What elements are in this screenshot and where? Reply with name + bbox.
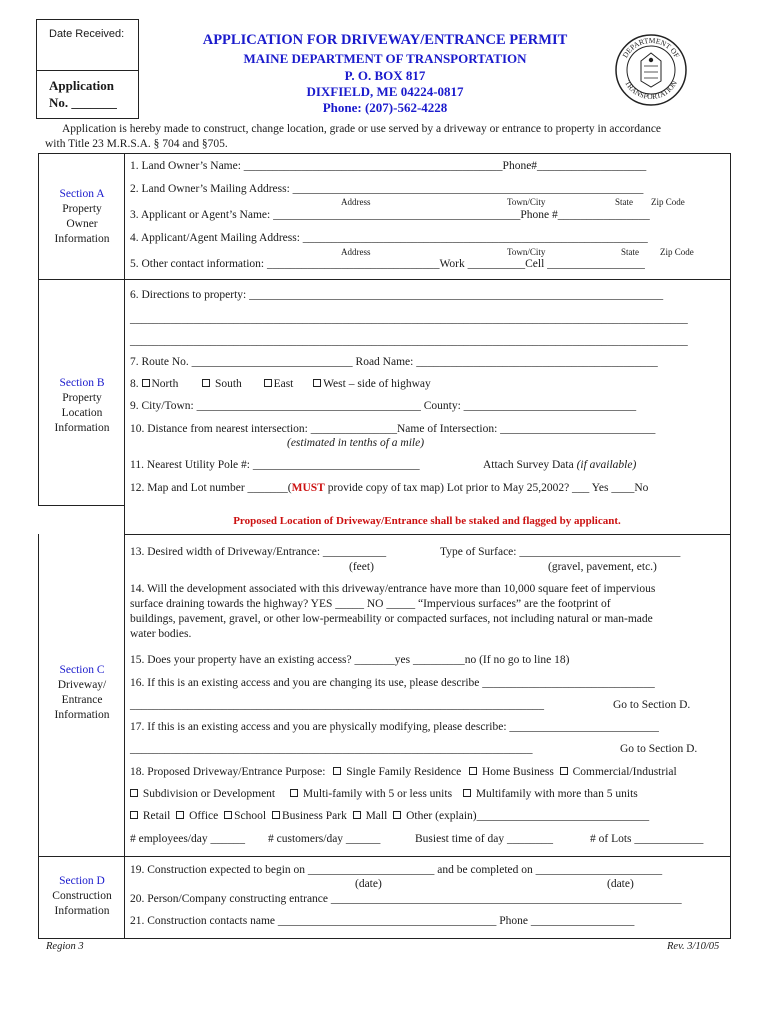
intro-line-2: with Title 23 M.R.S.A. § 704 and §705.	[45, 138, 228, 150]
section-a-title: Section A	[59, 188, 105, 200]
employees-field[interactable]: # employees/day ______	[130, 833, 245, 845]
q4-sub-state: State	[621, 247, 639, 257]
home-business-checkbox[interactable]	[469, 767, 477, 775]
section-c-line-2: Entrance	[61, 694, 103, 706]
section-a-line-1: Property	[62, 203, 102, 215]
grid-left-inner	[124, 153, 125, 939]
map-lot-field[interactable]	[130, 482, 648, 494]
single-family-checkbox[interactable]	[333, 767, 341, 775]
intro-line-1: Application is hereby made to construct, change location, grade or use served by a driveway or entrance to property in accordance	[62, 123, 662, 135]
must-emphasis: MUST	[291, 482, 325, 494]
purpose-label: 18. Proposed Driveway/Entrance Purpose:	[130, 766, 326, 778]
purpose-row-2	[130, 788, 638, 800]
north-checkbox[interactable]	[142, 379, 150, 387]
grid-bottom	[38, 938, 730, 939]
change-use-line-2[interactable]: ________________________________________________________________________	[130, 699, 544, 711]
phone-number: Phone: (207)-562-4228	[322, 100, 448, 115]
side-of-highway-row	[130, 378, 431, 390]
staked-notice: Proposed Location of Driveway/Entrance shall be staked and flagged by applicant.	[233, 515, 621, 527]
retail-label: Retail	[142, 810, 171, 822]
school-label: School	[234, 810, 267, 822]
modify-access-goto: Go to Section D.	[620, 743, 698, 755]
section-d-left	[38, 856, 39, 939]
survey-data-note	[483, 459, 636, 471]
section-c-left	[38, 534, 39, 856]
applicant-name-field[interactable]: 3. Applicant or Agent’s Name: ___________________________________________Phone #________________	[130, 209, 650, 221]
footer-revision: Rev. 3/10/05	[667, 941, 720, 952]
other-label[interactable]: Other (explain)______________________________	[406, 810, 650, 822]
q2-sub-zip: Zip Code	[651, 197, 685, 207]
section-b-line-1: Property	[62, 392, 102, 404]
west-checkbox[interactable]	[313, 379, 321, 387]
intersection-field[interactable]: 10. Distance from nearest intersection: _______________Name of Intersection: ___________________________	[130, 423, 656, 435]
form-title: APPLICATION FOR DRIVEWAY/ENTRANCE PERMIT	[202, 32, 568, 48]
purpose-row-1	[130, 766, 677, 778]
other-checkbox[interactable]	[393, 811, 401, 819]
section-c-line-1: Driveway/	[57, 679, 107, 691]
q8-number: 8.	[130, 378, 139, 390]
agency-name: MAINE DEPARTMENT OF TRANSPORTATION	[243, 51, 527, 66]
svg-text:TRANSPORTATION: TRANSPORTATION	[622, 78, 680, 102]
grid-left-outer	[38, 153, 39, 279]
construction-dates-field[interactable]: 19. Construction expected to begin on ______________________ and be completed on ______________________	[130, 864, 663, 876]
section-d-label	[44, 874, 120, 919]
section-c-title: Section C	[59, 664, 105, 676]
north-label: North	[151, 378, 179, 390]
divider-b-c	[38, 505, 124, 506]
width-unit-note: (feet)	[349, 561, 374, 573]
office-label: Office	[189, 810, 219, 822]
lots-field[interactable]: # of Lots ____________	[590, 833, 704, 845]
south-label: South	[214, 378, 242, 390]
divider-notice-c	[124, 534, 730, 535]
section-a-label	[44, 187, 120, 247]
map-lot-rest: provide copy of tax map) Lot prior to May 25,2002? ___ Yes ____No	[324, 482, 649, 494]
footer-region: Region 3	[46, 941, 84, 952]
section-b-label	[44, 376, 120, 436]
other-contact-field[interactable]: 5. Other contact information: ______________________________Work __________Cell _________________	[130, 258, 645, 270]
application-label: Application	[49, 78, 115, 93]
impervious-line-1: 14. Will the development associated with this driveway/entrance have more than 10,000 square feet of impervious	[130, 583, 656, 595]
customers-field[interactable]: # customers/day ______	[268, 833, 381, 845]
section-b-line-2: Location	[61, 407, 103, 419]
multifamily-large-label: Multifamily with more than 5 units	[475, 788, 638, 800]
land-owner-address-field[interactable]: 2. Land Owner’s Mailing Address: _____________________________________________________________	[130, 183, 644, 195]
complete-date-note: (date)	[607, 878, 634, 890]
single-family-label: Single Family Residence	[346, 766, 462, 778]
school-checkbox[interactable]	[224, 811, 232, 819]
date-received-label: Date Received:	[49, 28, 125, 40]
busiest-time-field[interactable]: Busiest time of day ________	[415, 833, 553, 845]
section-b-line-3: Information	[54, 422, 110, 434]
commercial-checkbox[interactable]	[560, 767, 568, 775]
surface-note: (gravel, pavement, etc.)	[548, 561, 657, 573]
section-c-label	[44, 663, 120, 723]
section-a-line-3: Information	[54, 233, 110, 245]
directions-line-2[interactable]: _________________________________________________________________________________________________	[130, 313, 688, 325]
purpose-row-3	[130, 810, 649, 822]
divider-c-d	[38, 856, 730, 857]
grid-top	[38, 153, 730, 154]
retail-checkbox[interactable]	[130, 811, 138, 819]
begin-date-note: (date)	[355, 878, 382, 890]
application-number[interactable]: No. _______	[49, 95, 117, 110]
subdivision-checkbox[interactable]	[130, 789, 138, 797]
multifamily-small-checkbox[interactable]	[290, 789, 298, 797]
grid-right	[730, 153, 731, 939]
east-checkbox[interactable]	[264, 379, 272, 387]
section-b-title: Section B	[59, 377, 105, 389]
mall-label: Mall	[365, 810, 388, 822]
multifamily-large-checkbox[interactable]	[463, 789, 471, 797]
q2-sub-address: Address	[341, 197, 371, 207]
section-c-line-3: Information	[54, 709, 110, 721]
south-checkbox[interactable]	[202, 379, 210, 387]
survey-data-label: Attach Survey Data	[483, 459, 574, 471]
utility-pole-field[interactable]: 11. Nearest Utility Pole #: _____________________________	[130, 459, 420, 471]
directions-line-3[interactable]: _________________________________________________________________________________________________	[130, 335, 688, 347]
mall-checkbox[interactable]	[353, 811, 361, 819]
city-address: DIXFIELD, ME 04224-0817	[306, 84, 464, 99]
section-d-line-2: Information	[54, 905, 110, 917]
subdivision-label: Subdivision or Development	[142, 788, 276, 800]
east-label: East	[273, 378, 294, 390]
section-a-line-2: Owner	[66, 218, 98, 230]
impervious-line-2[interactable]: surface draining towards the highway? YES _____ NO _____ “Impervious surfaces” are the footprint of	[130, 598, 611, 610]
modify-access-line-2[interactable]: ______________________________________________________________________	[130, 743, 533, 755]
q2-sub-town: Town/City	[507, 197, 546, 207]
west-label: West – side of highway	[323, 378, 431, 390]
q4-sub-zip: Zip Code	[660, 247, 694, 257]
directions-field[interactable]: 6. Directions to property: ________________________________________________________________________	[130, 289, 664, 301]
q4-sub-address: Address	[341, 247, 371, 257]
constructing-company-field[interactable]: 20. Person/Company constructing entrance _____________________________________________________________	[130, 893, 682, 905]
section-b-left	[38, 279, 39, 505]
existing-access-field[interactable]: 15. Does your property have an existing access? _______yes _________no (If no go to line 18)	[130, 654, 570, 666]
surface-type-field[interactable]: Type of Surface: ____________________________	[440, 546, 681, 558]
change-use-field[interactable]: 16. If this is an existing access and you are changing its use, please describe ______________________________	[130, 677, 655, 689]
q4-sub-town: Town/City	[507, 247, 546, 257]
q2-sub-state: State	[615, 197, 633, 207]
date-received-divider	[36, 70, 139, 71]
map-lot-label: 12. Map and Lot number _______(	[130, 482, 292, 494]
survey-if-available: (if available)	[576, 459, 637, 471]
business-park-checkbox[interactable]	[272, 811, 280, 819]
route-road-field[interactable]: 7. Route No. ____________________________ Road Name: __________________________________________	[130, 356, 658, 368]
intersection-note: (estimated in tenths of a mile)	[287, 437, 425, 449]
po-box: P. O. BOX 817	[344, 68, 426, 83]
land-owner-name-field[interactable]: 1. Land Owner’s Name: _____________________________________________Phone#___________________	[130, 160, 647, 172]
construction-contact-field[interactable]: 21. Construction contacts name ______________________________________ Phone __________________	[130, 915, 635, 927]
commercial-label: Commercial/Industrial	[572, 766, 677, 778]
city-county-field[interactable]: 9. City/Town: _______________________________________ County: ______________________________	[130, 400, 637, 412]
impervious-line-4: water bodies.	[130, 628, 192, 640]
driveway-width-field[interactable]: 13. Desired width of Driveway/Entrance: ___________	[130, 546, 387, 558]
modify-access-field[interactable]: 17. If this is an existing access and you are physically modifying, please describe: __________________________	[130, 721, 659, 733]
section-d-line-1: Construction	[52, 890, 112, 902]
business-park-label: Business Park	[281, 810, 347, 822]
home-business-label: Home Business	[481, 766, 554, 778]
office-checkbox[interactable]	[176, 811, 184, 819]
impervious-line-3: buildings, pavement, gravel, or other low-permeability or compacted surfaces, not including natural or man-made	[130, 613, 653, 625]
change-use-goto: Go to Section D.	[613, 699, 691, 711]
section-d-title: Section D	[59, 875, 105, 887]
applicant-address-field[interactable]: 4. Applicant/Agent Mailing Address: ____________________________________________________________	[130, 232, 648, 244]
divider-a-b	[38, 279, 730, 280]
mdot-seal-icon	[614, 33, 688, 107]
svg-text:DEPARTMENT OF: DEPARTMENT OF	[620, 35, 682, 60]
multifamily-small-label: Multi-family with 5 or less units	[302, 788, 453, 800]
